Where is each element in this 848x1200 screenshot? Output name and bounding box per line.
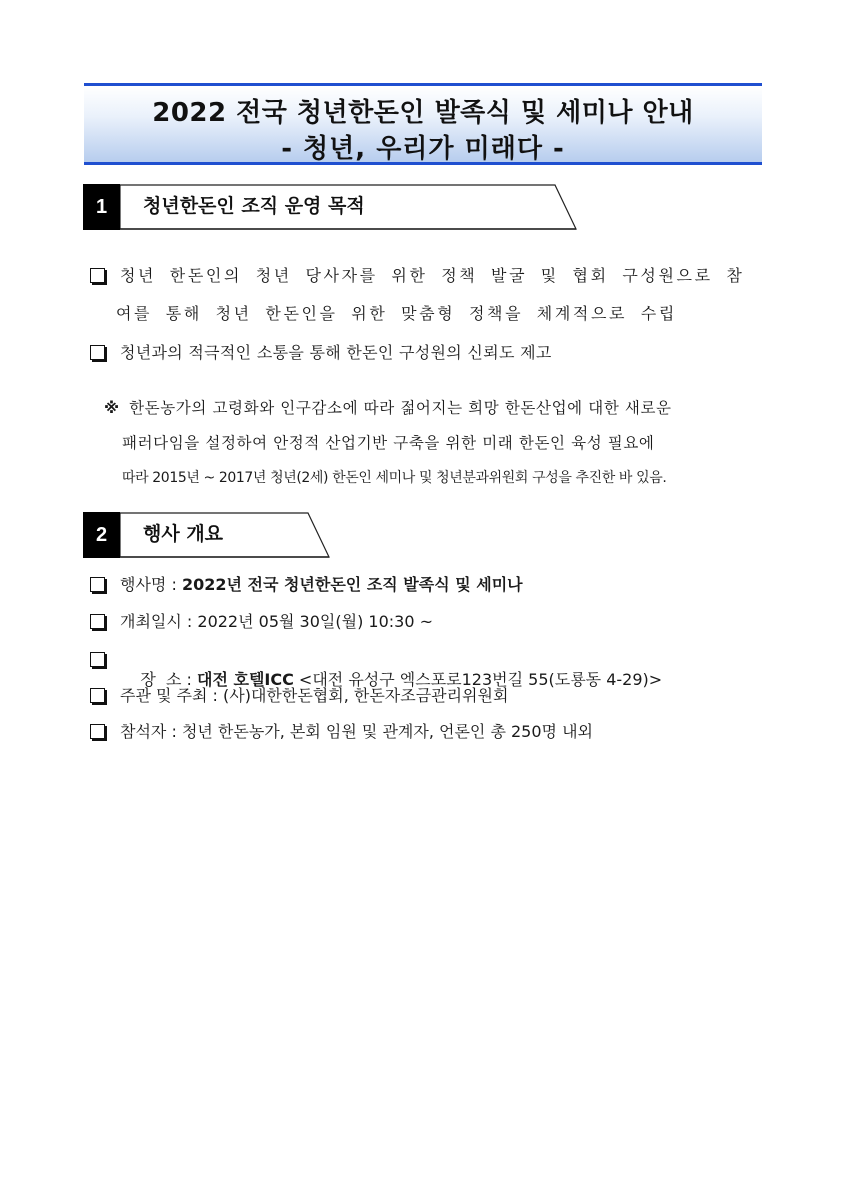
list-item	[90, 343, 690, 365]
reference-mark-icon: ※	[104, 399, 120, 417]
section-header-overview	[83, 512, 333, 558]
list-item	[90, 686, 690, 708]
purpose-item-1-line-2: 여를 통해 청년 한돈인을 위한 맞춤형 정책을 체계적으로 수립	[116, 304, 677, 323]
event-venue-address: <대전 유성구 엑스포로123번길 55(도룡동 4-29)>	[293, 670, 663, 689]
event-name-row	[120, 575, 523, 595]
purpose-item-2: 청년과의 적극적인 소통을 통해 한돈인 구성원의 신뢰도 제고	[120, 343, 552, 362]
checkbox-square-icon	[90, 688, 105, 703]
list-item	[90, 612, 690, 634]
event-attendees-row	[120, 722, 593, 742]
list-item	[90, 650, 780, 689]
section-title: 행사 개요	[143, 523, 224, 545]
document-subtitle: - 청년, 우리가 미래다 -	[281, 134, 565, 164]
note-text: 한돈농가의 고령화와 인구감소에 따라 젊어지는 희망 한돈산업에 대한 새로운	[129, 399, 672, 417]
checkbox-square-icon	[90, 345, 105, 360]
checkbox-square-icon	[90, 577, 105, 592]
section-number: 2	[95, 524, 108, 546]
list-item	[90, 722, 710, 744]
checkbox-square-icon	[90, 724, 105, 739]
checkbox-square-icon	[90, 268, 105, 283]
event-attendees-label: 참석자 :	[120, 722, 182, 741]
list-item-continuation	[116, 304, 716, 326]
note-line-1	[104, 398, 672, 418]
note-line-2: 패러다임을 설정하여 안정적 산업기반 구축을 위한 미래 한돈인 육성 필요에	[122, 434, 655, 452]
purpose-item-1-line-1: 청년 한돈인의 청년 당사자를 위한 정책 발굴 및 협회 구성원으로 참	[120, 266, 745, 285]
document-title: 2022 전국 청년한돈인 발족식 및 세미나 안내	[152, 98, 694, 128]
event-date-value: 2022년 05월 30일(월) 10:30 ~	[197, 612, 433, 631]
section-title: 청년한돈인 조직 운영 목적	[143, 195, 365, 217]
event-date-row	[120, 612, 433, 632]
event-name-label: 행사명 :	[120, 575, 182, 594]
list-item	[90, 266, 780, 288]
checkbox-square-icon	[90, 652, 105, 667]
event-attendees-value: 청년 한돈농가, 본회 임원 및 관계자, 언론인 총 250명 내외	[181, 722, 593, 741]
event-date-label: 개최일시 :	[120, 612, 198, 631]
event-host-label: 주관 및 주최 :	[120, 686, 224, 705]
event-venue-label: 장 소 :	[140, 670, 197, 689]
section-number: 1	[95, 196, 108, 218]
event-name-value: 2022년 전국 청년한돈인 조직 발족식 및 세미나	[181, 575, 523, 594]
list-item	[90, 575, 690, 597]
event-host-row	[120, 686, 508, 706]
section-header-purpose	[83, 184, 578, 230]
checkbox-square-icon	[90, 614, 105, 629]
note-line-3: 따라 2015년 ~ 2017년 청년(2세) 한돈인 세미나 및 청년분과위원회 구성을 추진한 바 있음.	[122, 470, 667, 486]
event-venue-name: 대전 호텔ICC	[197, 670, 294, 689]
event-host-value: (사)대한한돈협회, 한돈자조금관리위원회	[223, 686, 509, 705]
document-title-box	[84, 83, 762, 165]
